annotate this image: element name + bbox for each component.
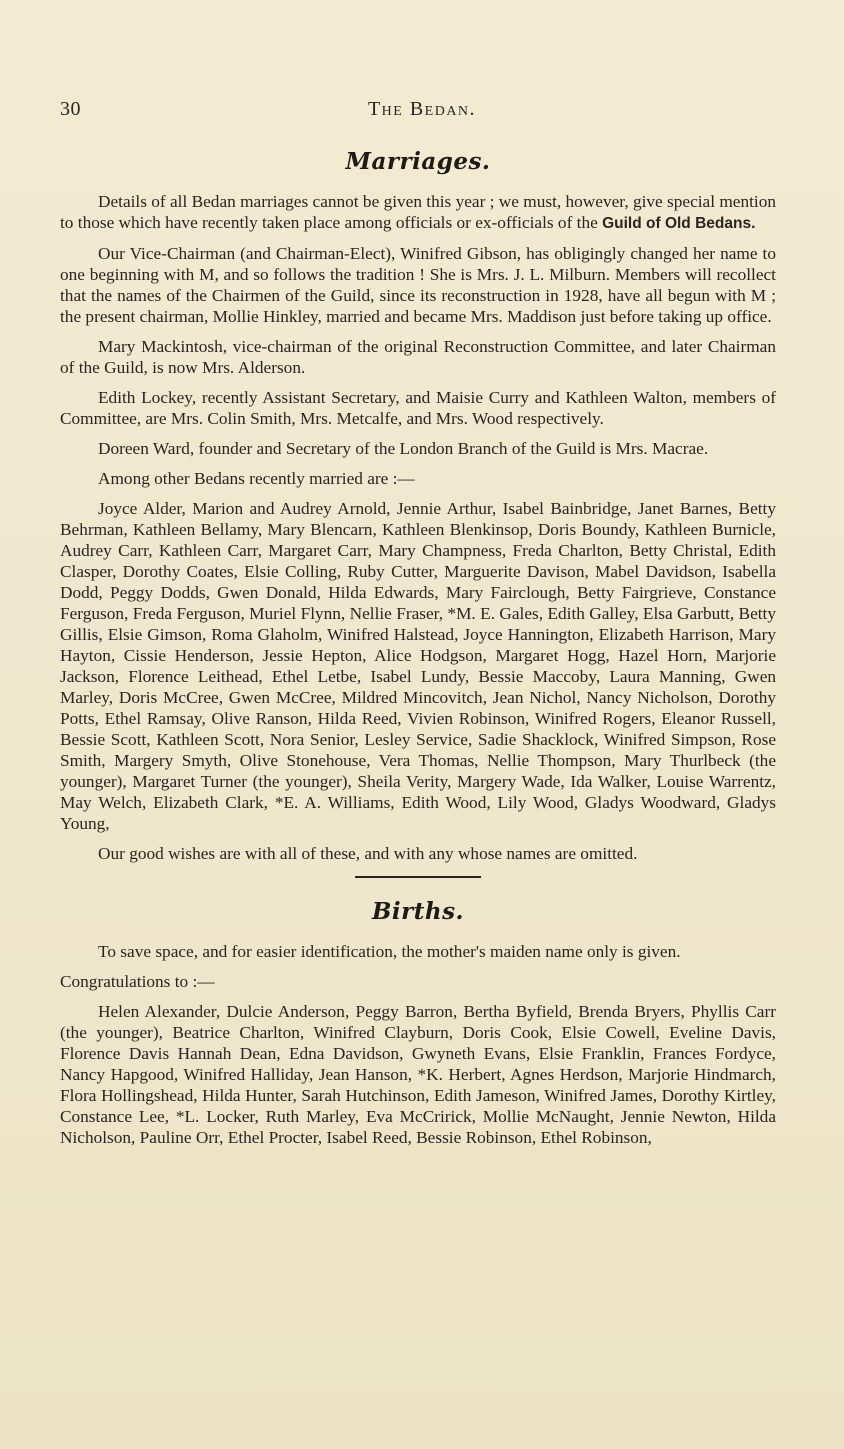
births-names-list: Helen Alexander, Dulcie Anderson, Peggy Barron, Bertha Byfield, Brenda Bryers, Phyllis Carr (the younger), Beatrice Charlton, Winifred Clayburn, Doris Cook, Elsie Cowell, Eveline Davis, Florence Davis Hannah Dean, Edna Davidson, Gwyneth Evans, Elsie Franklin, Frances Fordyce, Nancy Hapgood, Winifred Halliday, Jean Hanson, *K. Herbert, Agnes Herdson, Marjorie Hindmarch, Flora Hollingshead, Hilda Hunter, Sarah Hutchinson, Edith Jameson, Winifred James, Dorothy Kirtley, Constance Lee, *L. Locker, Ruth Marley, Eva McCririck, Mollie McNaught, Jennie Newton, Hilda Nicholson, Pauline Orr, Ethel Procter, Isabel Reed, Bessie Robinson, Ethel Robinson,	[60, 1002, 776, 1147]
married-names-list: Joyce Alder, Marion and Audrey Arnold, Jennie Arthur, Isabel Bainbridge, Janet Barnes, Betty Behrman, Kathleen Bellamy, Mary Blencarn, Kathleen Blenkinsop, Doris Boundy, Kathleen Burnicle, Audrey Carr, Kathleen Carr, Margaret Carr, Mary Champness, Freda Charlton, Betty Christal, Edith Clasper, Dorothy Coates, Elsie Colling, Ruby Cutter, Marguerite Davison, Mabel Davidson, Isabella Dodd, Peggy Dodds, Gwen Donald, Hilda Edwards, Mary Fairclough, Betty Fairgrieve, Constance Ferguson, Freda Ferguson, Muriel Flynn, Nellie Fraser, *M. E. Gales, Edith Galley, Elsa Garbutt, Betty Gillis, Elsie Gimson, Roma Glaholm, Winifred Halstead, Joyce Hannington, Elizabeth Harrison, Mary Hayton, Cissie Henderson, Jessie Hepton, Alice Hodgson, Margaret Hogg, Hazel Horn, Marjorie Jackson, Florence Leithead, Ethel Letbe, Isabel Lundy, Bessie Maccoby, Laura Manning, Gwen Marley, Doris McCree, Gwen McCree, Mildred Mincovitch, Jean Nichol, Nancy Nicholson, Dorothy Potts, Ethel Ramsay, Olive Ranson, Hilda Reed, Vivien Robinson, Winifred Rogers, Eleanor Russell, Bessie Scott, Kathleen Scott, Nora Senior, Lesley Service, Sadie Shacklock, Winifred Simpson, Rose Smith, Margery Smyth, Olive Stonehouse, Vera Thomas, Nellie Thompson, Mary Thurlbeck (the younger), Margaret Turner (the younger), Sheila Verity, Margery Wade, Ida Walker, Louise Warrentz, May Welch, Elizabeth Clark, *E. A. Williams, Edith Wood, Lily Wood, Gladys Woodward, Gladys Young,	[60, 499, 776, 833]
page-number: 30	[60, 98, 81, 120]
among-others-paragraph: Among other Bedans recently married are :—	[98, 469, 415, 488]
mackintosh-paragraph: Mary Mackintosh, vice-chairman of the original Reconstruction Committee, and later Chairman of the Guild, is now Mrs. Alderson.	[60, 337, 776, 377]
ward-paragraph: Doreen Ward, founder and Secretary of the London Branch of the Guild is Mrs. Macrae.	[98, 439, 709, 458]
running-head	[60, 98, 784, 126]
marriages-intro	[60, 191, 776, 234]
section-divider	[355, 876, 481, 878]
births-intro: To save space, and for easier identification, the mother's maiden name only is given.	[98, 942, 681, 961]
congratulations-line: Congratulations to :—	[60, 972, 215, 991]
marriages-heading: Marriages.	[345, 148, 491, 175]
page-content	[60, 148, 776, 1157]
journal-title: The Bedan.	[367, 98, 477, 120]
guild-name: Guild of Old Bedans.	[602, 215, 756, 232]
marriages-intro-text: Details of all Bedan marriages cannot be given this year ; we must, however, give special mention to those which have recently taken place among officials or ex-officials of the	[60, 192, 776, 232]
vice-chairman-paragraph: Our Vice-Chairman (and Chairman-Elect), Winifred Gibson, has obligingly changed her name to one beginning with M, and so follows the tradition ! She is Mrs. J. L. Milburn. Members will recollect that the names of the Chairmen of the Guild, since its reconstruction in 1928, have all begun with M ; the present chairman, Mollie Hinkley, married and became Mrs. Maddison just before taking up office.	[60, 244, 776, 326]
births-heading: Births.	[371, 898, 465, 925]
lockey-paragraph: Edith Lockey, recently Assistant Secretary, and Maisie Curry and Kathleen Walton, members of Committee, are Mrs. Colin Smith, Mrs. Metcalfe, and Mrs. Wood respectively.	[60, 388, 776, 428]
good-wishes-paragraph: Our good wishes are with all of these, and with any whose names are omitted.	[98, 844, 638, 863]
